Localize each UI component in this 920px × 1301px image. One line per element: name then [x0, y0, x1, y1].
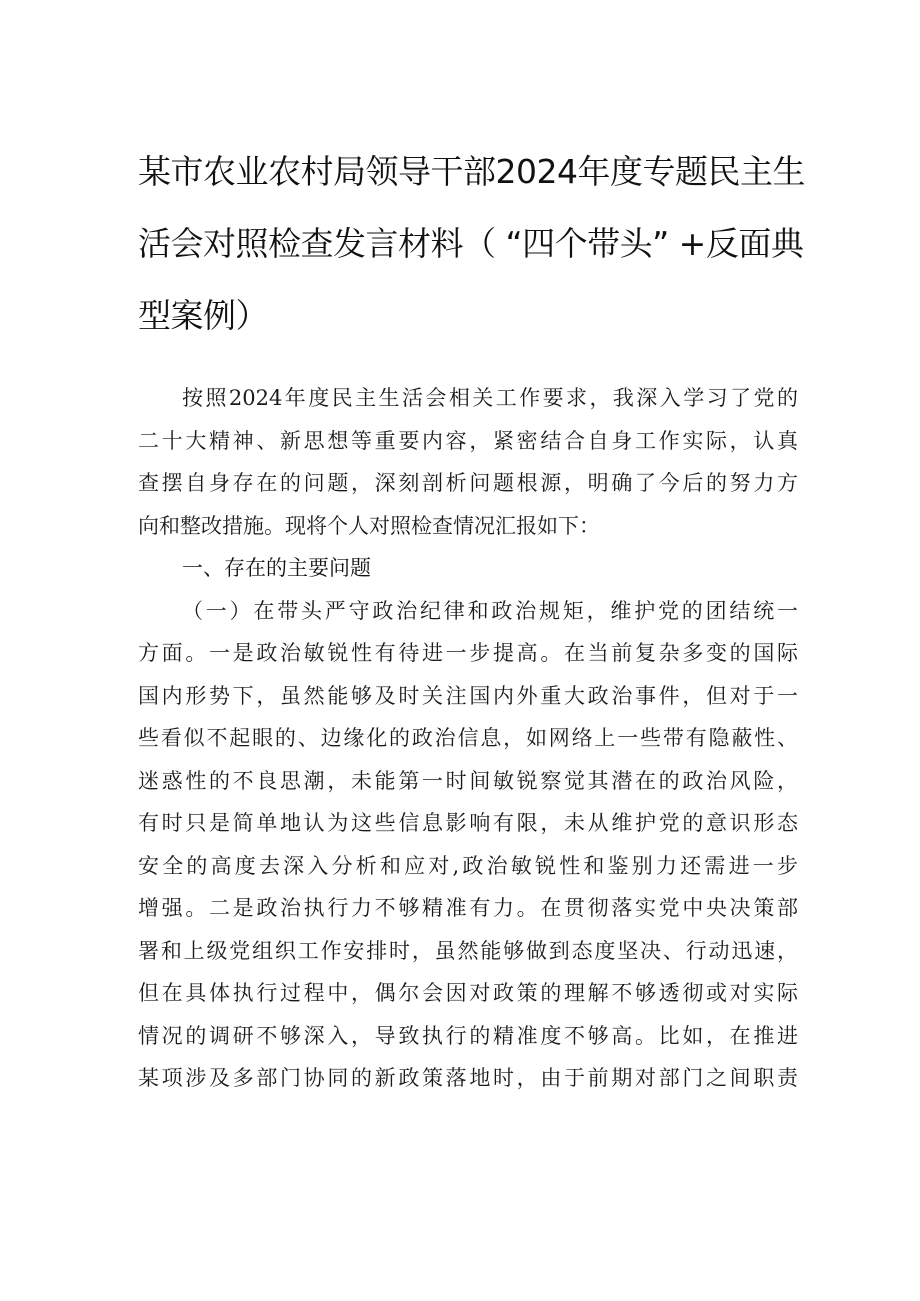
section-paragraph-line: 有时只是简单地认为这些信息影响有限，未从维护党的意识形态	[138, 811, 798, 835]
section-paragraph-line: 某项涉及多部门协同的新政策落地时，由于前期对部门之间职责	[138, 1066, 798, 1090]
title-line: 活会对照检查发言材料（ “四个带头” +反面典	[138, 224, 804, 263]
document-body	[138, 377, 798, 1100]
intro-paragraph-line: 二十大精神、新思想等重要内容，紧密结合自身工作实际，认真	[138, 428, 798, 453]
section-paragraph-line: 些看似不起眼的、边缘化的政治信息，如网络上一些带有隐蔽性、	[138, 726, 798, 750]
title-line: 某市农业农村局领导干部2024年度专题民主生	[138, 152, 805, 191]
section-paragraph-line: 增强。二是政治执行力不够精准有力。在贯彻落实党中央决策部	[138, 896, 798, 920]
section-paragraph-line: 国内形势下，虽然能够及时关注国内外重大政治事件，但对于一	[138, 683, 798, 708]
section-paragraph-line: 署和上级党组织工作安排时，虽然能够做到态度坚决、行动迅速，	[138, 938, 798, 963]
title-line: 型案例）	[138, 296, 268, 335]
intro-paragraph-line: 按照2024年度民主生活会相关工作要求，我深入学习了党的	[182, 386, 798, 410]
section-paragraph-line: （一）在带头严守政治纪律和政治规矩，维护党的团结统一	[182, 598, 798, 623]
intro-paragraph-line: 向和整改措施。现将个人对照检查情况汇报如下：	[138, 513, 600, 538]
section-paragraph-line: 方面。一是政治敏锐性有待进一步提高。在当前复杂多变的国际	[138, 641, 798, 665]
section-paragraph-line: 情况的调研不够深入，导致执行的精准度不够高。比如，在推进	[138, 1023, 798, 1048]
document-title	[138, 136, 805, 352]
section-paragraph-line: 迷惑性的不良思潮，未能第一时间敏锐察觉其潜在的政治风险，	[138, 768, 798, 793]
section-paragraph-line: 但在具体执行过程中，偶尔会因对政策的理解不够透彻或对实际	[138, 981, 798, 1005]
intro-paragraph-line: 查摆自身存在的问题，深刻剖析问题根源，明确了今后的努力方	[138, 471, 798, 495]
section-paragraph-line: 安全的高度去深入分析和应对,政治敏锐性和鉴别力还需进一步	[138, 853, 798, 878]
section-heading: 一、存在的主要问题	[182, 556, 371, 580]
